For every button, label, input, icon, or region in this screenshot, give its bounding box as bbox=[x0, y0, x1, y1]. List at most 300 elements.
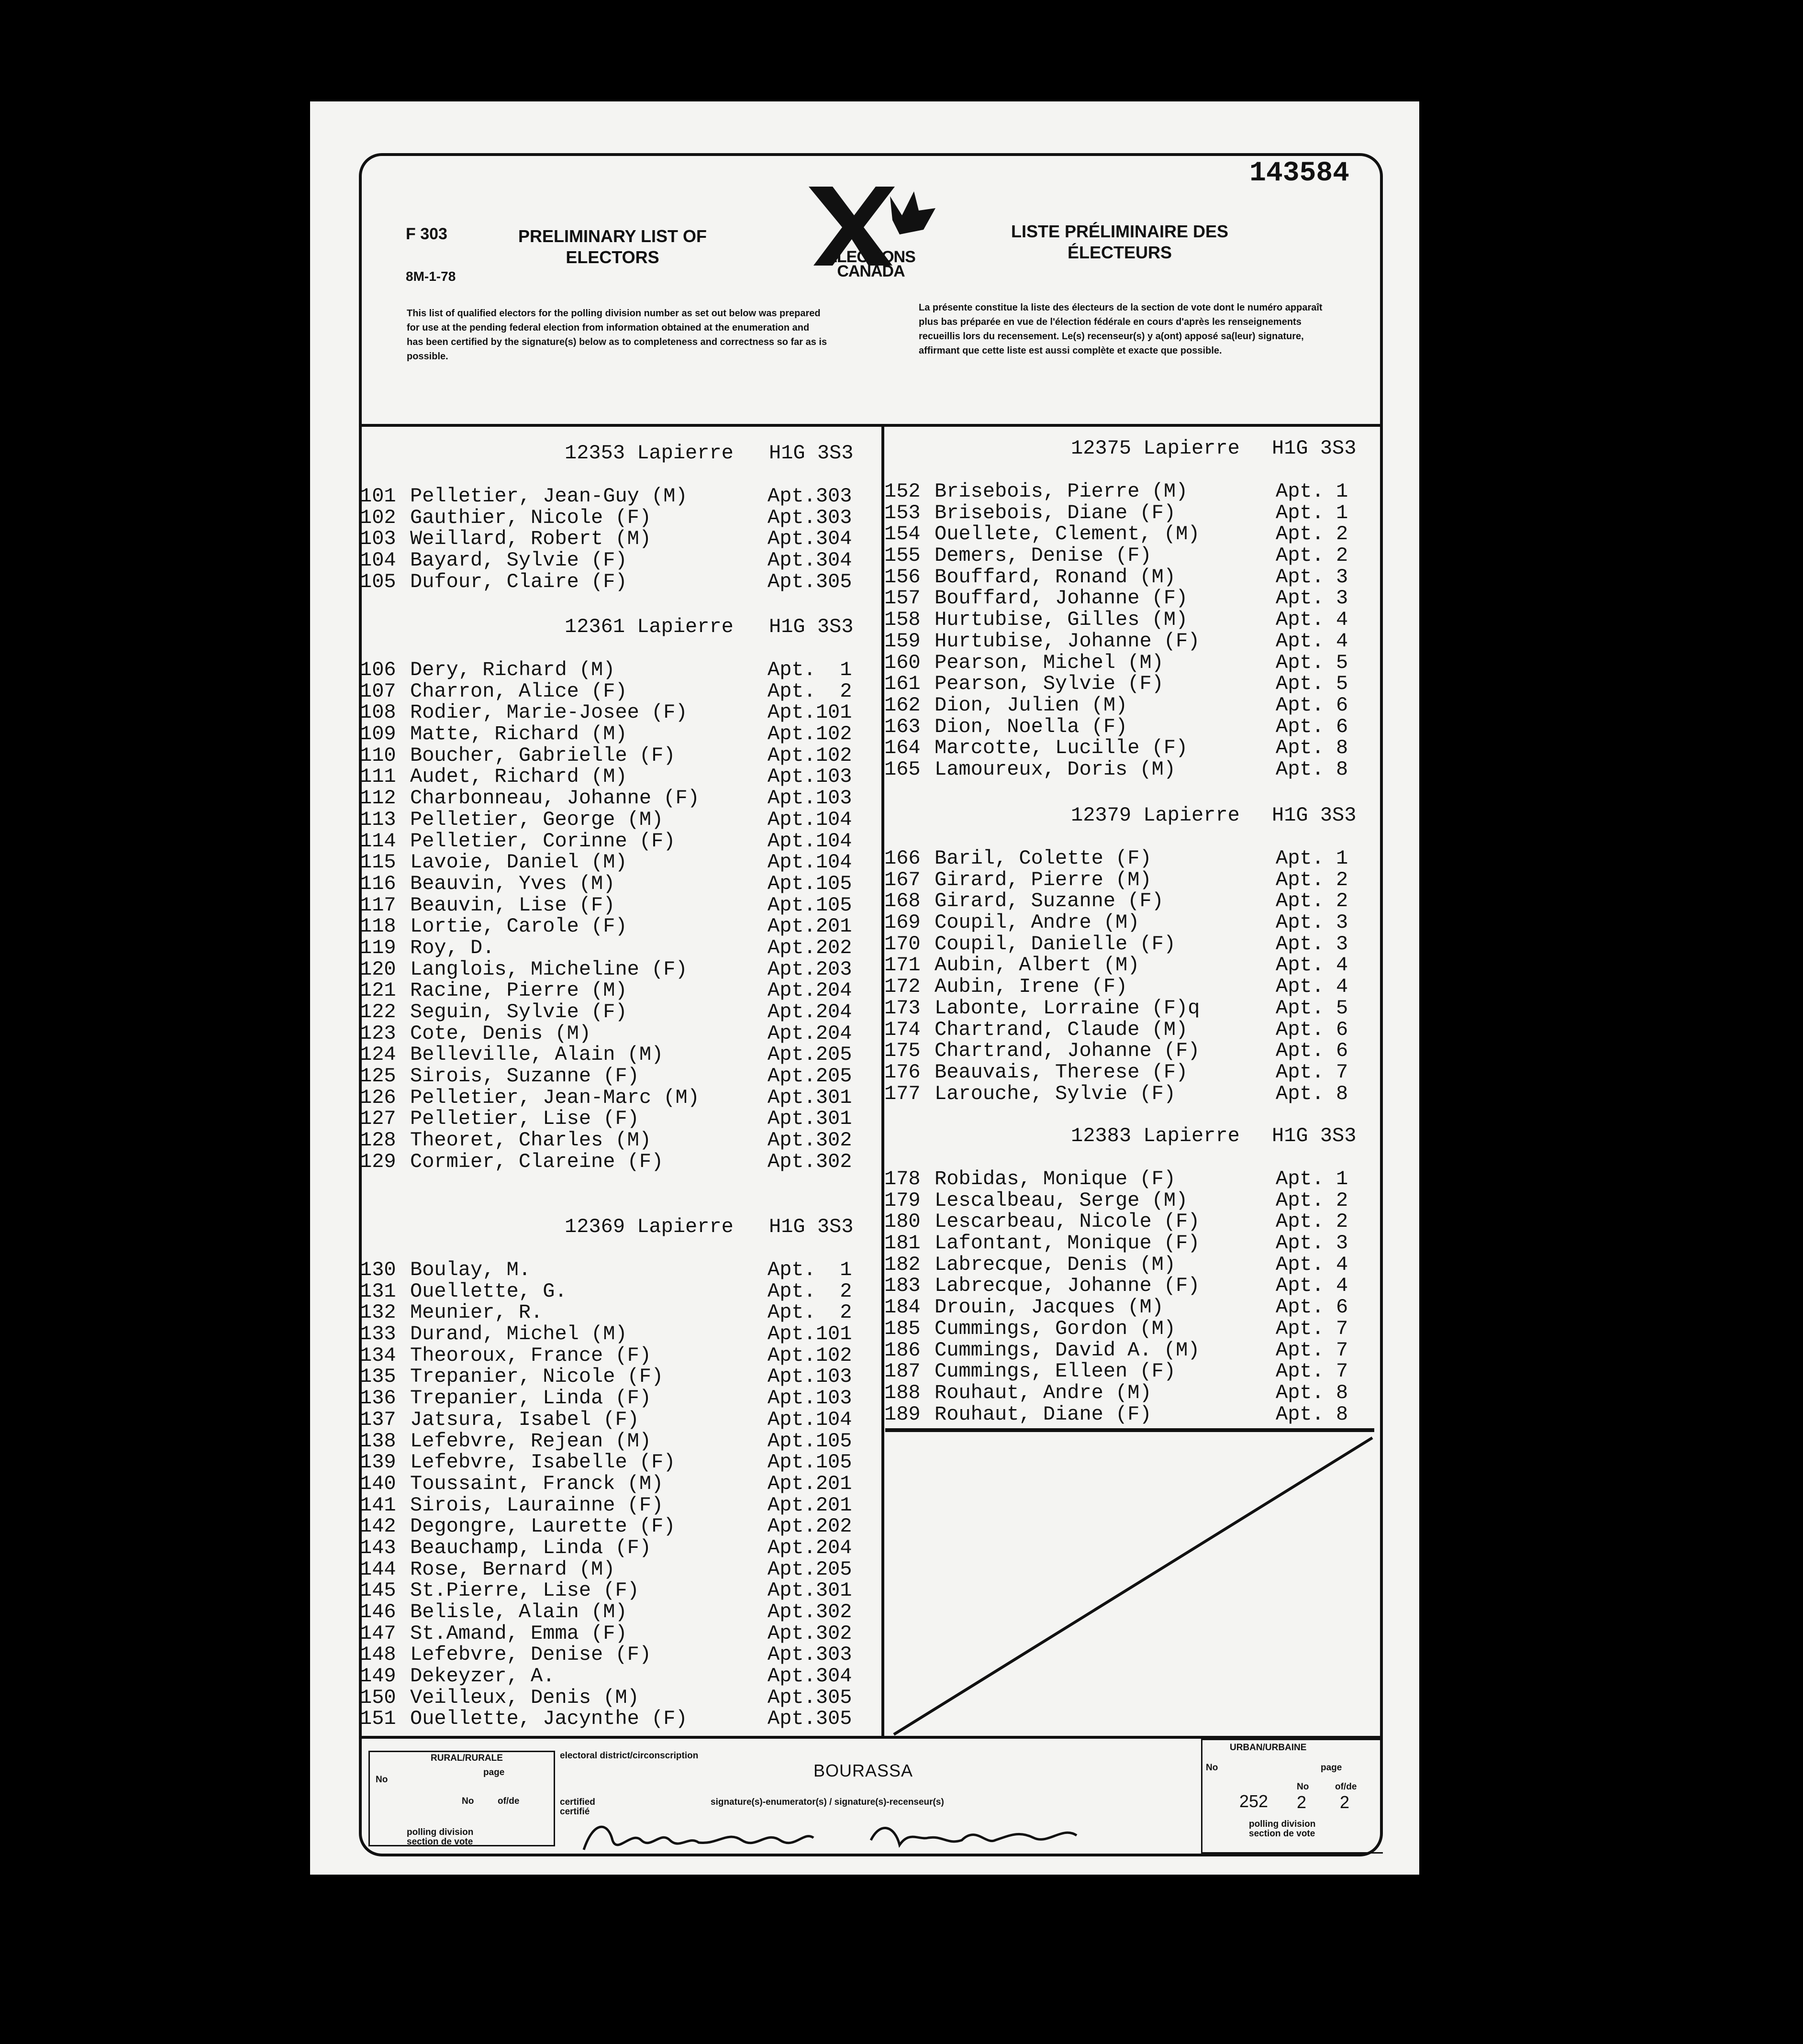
elector-num: 111 bbox=[360, 765, 396, 789]
elector-apt: Apt. 8 bbox=[1276, 757, 1348, 781]
elector-row bbox=[884, 1318, 1382, 1340]
elector-row bbox=[884, 588, 1382, 609]
elector-name: Marcotte, Lucille (F) bbox=[935, 736, 1188, 760]
elector-name: Lefebvre, Isabelle (F) bbox=[410, 1451, 676, 1474]
elector-row bbox=[884, 1382, 1382, 1404]
elector-row bbox=[360, 1580, 881, 1601]
electoral-district: BOURASSA bbox=[813, 1761, 913, 1780]
elector-apt: Apt. 8 bbox=[1276, 736, 1348, 760]
urban-no-label: No bbox=[1206, 1763, 1218, 1773]
spacer bbox=[884, 826, 1382, 848]
elector-row bbox=[884, 1168, 1382, 1190]
rural-of-label: of/de bbox=[498, 1796, 520, 1806]
elector-row bbox=[884, 890, 1382, 912]
elector-name: Chartrand, Johanne (F) bbox=[935, 1039, 1200, 1063]
elector-num: 128 bbox=[360, 1129, 396, 1152]
elector-row bbox=[360, 507, 881, 529]
elector-num: 164 bbox=[884, 736, 921, 760]
elector-row bbox=[360, 681, 881, 702]
elector-apt: Apt.201 bbox=[768, 1472, 852, 1495]
postal-code: H1G 3S3 bbox=[1272, 1124, 1357, 1147]
elector-name: Cummings, Elleen (F) bbox=[935, 1360, 1176, 1383]
elector-num: 178 bbox=[884, 1167, 921, 1190]
elector-row bbox=[360, 831, 881, 852]
elector-name: Beauvin, Lise (F) bbox=[410, 893, 615, 917]
elector-apt: Apt.203 bbox=[768, 957, 852, 981]
elector-name: Sirois, Laurainne (F) bbox=[410, 1493, 664, 1517]
elector-apt: Apt. 2 bbox=[768, 1279, 852, 1303]
elector-name: Lescarbeau, Nicole (F) bbox=[935, 1210, 1200, 1233]
spacer bbox=[884, 1147, 1382, 1168]
elector-apt: Apt. 4 bbox=[1276, 629, 1348, 653]
street-address: 12361 Lapierre bbox=[565, 615, 734, 638]
logo-text: ELECTIONS CANADA bbox=[826, 248, 915, 280]
elector-name: Bouffard, Johanne (F) bbox=[935, 587, 1188, 610]
elector-row bbox=[360, 1409, 881, 1431]
elector-row bbox=[360, 809, 881, 831]
address-group bbox=[884, 1125, 1382, 1425]
elector-row bbox=[884, 759, 1382, 780]
elector-num: 143 bbox=[360, 1536, 396, 1559]
certified-label-en: certified bbox=[560, 1797, 595, 1807]
elector-apt: Apt.205 bbox=[768, 1065, 852, 1088]
elector-name: Audet, Richard (M) bbox=[410, 765, 627, 789]
elector-name: Lafontant, Monique (F) bbox=[935, 1232, 1200, 1255]
elector-row bbox=[360, 1345, 881, 1366]
elector-num: 109 bbox=[360, 722, 396, 746]
elector-name: Hurtubise, Gilles (M) bbox=[935, 608, 1188, 632]
elector-name: Dery, Richard (M) bbox=[410, 658, 615, 681]
elector-num: 112 bbox=[360, 787, 396, 810]
elector-num: 123 bbox=[360, 1022, 396, 1045]
certified-label-fr: certifié bbox=[560, 1807, 590, 1817]
elector-row bbox=[360, 1044, 881, 1066]
elector-name: Gauthier, Nicole (F) bbox=[410, 506, 652, 529]
elector-num: 162 bbox=[884, 693, 921, 717]
elector-row bbox=[884, 1361, 1382, 1382]
address-heading bbox=[884, 805, 1382, 826]
elector-num: 135 bbox=[360, 1365, 396, 1389]
elector-apt: Apt.104 bbox=[768, 851, 852, 874]
elector-row bbox=[884, 523, 1382, 545]
elector-num: 150 bbox=[360, 1686, 396, 1709]
elector-name: Bayard, Sylvie (F) bbox=[410, 549, 627, 572]
elector-num: 113 bbox=[360, 808, 396, 831]
elector-apt: Apt. 8 bbox=[1276, 1402, 1348, 1426]
elector-num: 144 bbox=[360, 1557, 396, 1581]
elector-row bbox=[884, 848, 1382, 869]
elector-apt: Apt.201 bbox=[768, 915, 852, 938]
elector-num: 119 bbox=[360, 936, 396, 959]
elector-apt: Apt. 1 bbox=[1276, 480, 1348, 503]
elector-name: Demers, Denise (F) bbox=[935, 544, 1152, 567]
urban-page-total: 2 bbox=[1340, 1792, 1350, 1812]
elector-row bbox=[884, 631, 1382, 652]
elector-num: 163 bbox=[884, 715, 921, 738]
elector-apt: Apt. 6 bbox=[1276, 715, 1348, 738]
elector-row bbox=[884, 1297, 1382, 1318]
elector-name: Lefebvre, Rejean (M) bbox=[410, 1429, 652, 1453]
elector-apt: Apt. 6 bbox=[1276, 1296, 1348, 1319]
urban-of-label: of/de bbox=[1335, 1782, 1357, 1792]
document-number: 143584 bbox=[1249, 158, 1349, 189]
elector-apt: Apt.304 bbox=[768, 549, 852, 572]
elector-apt: Apt. 5 bbox=[1276, 672, 1348, 696]
elector-name: Pearson, Michel (M) bbox=[935, 651, 1164, 674]
elector-num: 157 bbox=[884, 587, 921, 610]
elector-apt: Apt.305 bbox=[768, 1707, 852, 1731]
elector-row bbox=[884, 955, 1382, 976]
elector-name: Brisebois, Pierre (M) bbox=[935, 480, 1188, 503]
elector-name: Lamoureux, Doris (M) bbox=[935, 757, 1176, 781]
postal-code: H1G 3S3 bbox=[769, 615, 854, 638]
elector-row bbox=[884, 1254, 1382, 1276]
elector-name: Lortie, Carole (F) bbox=[410, 915, 627, 938]
elector-num: 138 bbox=[360, 1429, 396, 1453]
elector-row bbox=[360, 1431, 881, 1452]
elector-apt: Apt.302 bbox=[768, 1150, 852, 1173]
elector-name: Pelletier, Corinne (F) bbox=[410, 829, 676, 853]
elector-row bbox=[360, 1151, 881, 1173]
elector-name: Cummings, David A. (M) bbox=[935, 1338, 1200, 1362]
elector-name: Cote, Denis (M) bbox=[410, 1022, 591, 1045]
elector-row bbox=[884, 1404, 1382, 1425]
street-address: 12369 Lapierre bbox=[565, 1215, 734, 1238]
elector-num: 174 bbox=[884, 1018, 921, 1041]
elector-apt: Apt. 5 bbox=[1276, 996, 1348, 1020]
elector-apt: Apt.105 bbox=[768, 1451, 852, 1474]
elector-row bbox=[884, 1275, 1382, 1297]
elector-name: Aubin, Irene (F) bbox=[935, 975, 1128, 999]
elector-name: Sirois, Suzanne (F) bbox=[410, 1065, 639, 1088]
elector-num: 147 bbox=[360, 1622, 396, 1645]
elector-num: 156 bbox=[884, 565, 921, 589]
elector-num: 133 bbox=[360, 1322, 396, 1346]
elector-name: Dion, Noella (F) bbox=[935, 715, 1128, 738]
urban-polling-label-1: polling division bbox=[1249, 1819, 1316, 1829]
elector-num: 130 bbox=[360, 1258, 396, 1281]
address-heading bbox=[884, 438, 1382, 459]
elector-num: 177 bbox=[884, 1082, 921, 1105]
elector-row bbox=[360, 1323, 881, 1345]
elector-apt: Apt.105 bbox=[768, 1429, 852, 1453]
elector-name: Charron, Alice (F) bbox=[410, 679, 627, 703]
elector-apt: Apt.301 bbox=[768, 1579, 852, 1602]
elector-row bbox=[884, 1062, 1382, 1083]
street-address: 12353 Lapierre bbox=[565, 442, 734, 465]
elector-name: Hurtubise, Johanne (F) bbox=[935, 629, 1200, 653]
rural-polling-label-2: section de vote bbox=[407, 1837, 473, 1847]
elector-name: Jatsura, Isabel (F) bbox=[410, 1408, 639, 1431]
elector-row bbox=[360, 766, 881, 788]
elector-num: 107 bbox=[360, 679, 396, 703]
elector-num: 131 bbox=[360, 1279, 396, 1303]
elector-name: Theoroux, France (F) bbox=[410, 1344, 652, 1367]
elector-row bbox=[360, 550, 881, 571]
elector-row bbox=[360, 702, 881, 723]
elector-row bbox=[360, 723, 881, 745]
elector-name: Aubin, Albert (M) bbox=[935, 954, 1140, 977]
intro-english: This list of qualified electors for the polling division number as set out below was prepared for use at the pending federal election from information obtained at the enumeration and has been certified by the signature(s) below as to completeness and correctness so far as is possible. bbox=[407, 308, 827, 362]
elector-row bbox=[360, 486, 881, 507]
elector-apt: Apt. 2 bbox=[768, 1301, 852, 1324]
elector-row bbox=[360, 1259, 881, 1281]
intro-french: La présente constitue la liste des électeurs de la section de vote dont le numéro apparaît plus bas préparée en vue de l'élection fédérale en cours d'après les renseignements recueillis lors du recensement. Le(s) recenseur(s) y a(ont) apposé sa(leur) signature, affirmant que cette liste est aussi complète et exacte que possible. bbox=[919, 302, 1323, 356]
elector-apt: Apt. 3 bbox=[1276, 587, 1348, 610]
elector-apt: Apt.104 bbox=[768, 829, 852, 853]
elector-num: 166 bbox=[884, 847, 921, 870]
elector-row bbox=[884, 545, 1382, 567]
elector-apt: Apt.301 bbox=[768, 1086, 852, 1109]
elector-name: Charbonneau, Johanne (F) bbox=[410, 787, 700, 810]
elector-apt: Apt. 7 bbox=[1276, 1338, 1348, 1362]
elector-num: 129 bbox=[360, 1150, 396, 1173]
elector-row bbox=[884, 481, 1382, 502]
elector-num: 188 bbox=[884, 1381, 921, 1404]
elector-row bbox=[884, 933, 1382, 955]
elector-num: 158 bbox=[884, 608, 921, 632]
elector-row bbox=[884, 1211, 1382, 1233]
elector-apt: Apt.102 bbox=[768, 1344, 852, 1367]
elector-apt: Apt.103 bbox=[768, 1387, 852, 1410]
cancel-stroke bbox=[884, 1431, 1382, 1742]
elector-num: 183 bbox=[884, 1274, 921, 1298]
elector-apt: Apt. 5 bbox=[1276, 651, 1348, 674]
elector-row bbox=[884, 869, 1382, 891]
address-heading bbox=[360, 443, 881, 464]
elector-name: Pelletier, George (M) bbox=[410, 808, 664, 831]
elector-row bbox=[360, 1281, 881, 1302]
elector-row bbox=[884, 673, 1382, 695]
address-group bbox=[884, 805, 1382, 1104]
elector-row bbox=[360, 1302, 881, 1323]
form-date: 8M-1-78 bbox=[406, 269, 456, 284]
elector-num: 185 bbox=[884, 1317, 921, 1340]
elector-apt: Apt. 8 bbox=[1276, 1381, 1348, 1404]
elector-row bbox=[360, 916, 881, 937]
urban-no-label-2: No bbox=[1297, 1782, 1309, 1792]
elector-apt: Apt.302 bbox=[768, 1622, 852, 1645]
elector-name: Dion, Julien (M) bbox=[935, 693, 1128, 717]
elector-row bbox=[360, 980, 881, 1001]
elector-row bbox=[360, 1366, 881, 1388]
elector-apt: Apt. 2 bbox=[1276, 1189, 1348, 1212]
signature-label: signature(s)-enumerator(s) / signature(s)-recenseur(s) bbox=[711, 1797, 944, 1807]
elector-apt: Apt. 2 bbox=[1276, 889, 1348, 913]
elector-name: Baril, Colette (F) bbox=[935, 847, 1152, 870]
elector-apt: Apt. 4 bbox=[1276, 1274, 1348, 1298]
elector-apt: Apt. 1 bbox=[1276, 501, 1348, 524]
elector-row bbox=[884, 1019, 1382, 1041]
elector-apt: Apt. 7 bbox=[1276, 1060, 1348, 1084]
elector-num: 126 bbox=[360, 1086, 396, 1109]
elector-num: 170 bbox=[884, 932, 921, 955]
elector-row bbox=[360, 1516, 881, 1537]
elector-apt: Apt.105 bbox=[768, 872, 852, 895]
elector-apt: Apt.202 bbox=[768, 1515, 852, 1538]
elector-apt: Apt. 4 bbox=[1276, 975, 1348, 999]
elector-apt: Apt. 3 bbox=[1276, 565, 1348, 589]
header-divider bbox=[359, 424, 1383, 427]
elector-name: Beauchamp, Linda (F) bbox=[410, 1536, 652, 1559]
elector-num: 142 bbox=[360, 1515, 396, 1538]
elector-name: Coupil, Danielle (F) bbox=[935, 932, 1176, 955]
elector-num: 167 bbox=[884, 868, 921, 891]
postal-code: H1G 3S3 bbox=[1272, 804, 1357, 827]
elector-num: 139 bbox=[360, 1451, 396, 1474]
elector-num: 153 bbox=[884, 501, 921, 524]
elector-num: 146 bbox=[360, 1600, 396, 1623]
elector-name: Pelletier, Jean-Marc (M) bbox=[410, 1086, 700, 1109]
rural-no-label: No bbox=[376, 1775, 388, 1785]
elector-row bbox=[884, 567, 1382, 588]
elector-num: 118 bbox=[360, 915, 396, 938]
elector-num: 136 bbox=[360, 1387, 396, 1410]
elector-name: St.Pierre, Lise (F) bbox=[410, 1579, 639, 1602]
elector-num: 160 bbox=[884, 651, 921, 674]
elector-num: 124 bbox=[360, 1043, 396, 1066]
elector-num: 184 bbox=[884, 1296, 921, 1319]
spacer bbox=[360, 464, 881, 486]
elector-name: Ouellette, G. bbox=[410, 1279, 567, 1303]
elector-apt: Apt.204 bbox=[768, 979, 852, 1002]
elector-row bbox=[360, 873, 881, 895]
elector-row bbox=[360, 1559, 881, 1580]
elector-row bbox=[360, 1601, 881, 1623]
street-address: 12379 Lapierre bbox=[1071, 804, 1240, 827]
elector-num: 172 bbox=[884, 975, 921, 999]
elector-row bbox=[884, 912, 1382, 933]
elector-row bbox=[884, 716, 1382, 738]
elector-row bbox=[360, 1708, 881, 1730]
elector-name: Pearson, Sylvie (F) bbox=[935, 672, 1164, 696]
elector-num: 108 bbox=[360, 701, 396, 724]
elector-num: 171 bbox=[884, 954, 921, 977]
rural-no-label-2: No bbox=[462, 1796, 474, 1806]
elector-apt: Apt.305 bbox=[768, 1686, 852, 1709]
urban-page-number: 2 bbox=[1297, 1792, 1307, 1812]
elector-name: Racine, Pierre (M) bbox=[410, 979, 627, 1002]
postal-code: H1G 3S3 bbox=[769, 442, 854, 465]
elector-apt: Apt. 7 bbox=[1276, 1317, 1348, 1340]
elector-apt: Apt. 8 bbox=[1276, 1082, 1348, 1105]
elector-apt: Apt. 1 bbox=[1276, 1167, 1348, 1190]
elector-name: Boulay, M. bbox=[410, 1258, 531, 1281]
elector-apt: Apt.103 bbox=[768, 765, 852, 789]
elector-apt: Apt. 4 bbox=[1276, 608, 1348, 632]
elector-row bbox=[360, 1130, 881, 1151]
elector-row bbox=[360, 1066, 881, 1087]
elector-num: 181 bbox=[884, 1232, 921, 1255]
elector-row bbox=[884, 1190, 1382, 1211]
elector-apt: Apt. 2 bbox=[1276, 868, 1348, 891]
elector-num: 137 bbox=[360, 1408, 396, 1431]
elector-row bbox=[360, 937, 881, 959]
elector-apt: Apt.103 bbox=[768, 1365, 852, 1389]
elector-apt: Apt. 7 bbox=[1276, 1360, 1348, 1383]
district-label: electoral district/circonscription bbox=[560, 1751, 699, 1761]
elector-num: 134 bbox=[360, 1344, 396, 1367]
elector-name: Rouhaut, Diane (F) bbox=[935, 1402, 1152, 1426]
spacer bbox=[884, 459, 1382, 481]
elector-apt: Apt.103 bbox=[768, 787, 852, 810]
elector-apt: Apt. 2 bbox=[1276, 1210, 1348, 1233]
elector-name: Toussaint, Franck (M) bbox=[410, 1472, 664, 1495]
elector-name: Dufour, Claire (F) bbox=[410, 570, 627, 593]
elector-row bbox=[884, 998, 1382, 1019]
elector-num: 154 bbox=[884, 522, 921, 546]
elector-num: 132 bbox=[360, 1301, 396, 1324]
elector-name: St.Amand, Emma (F) bbox=[410, 1622, 627, 1645]
elector-apt: Apt. 4 bbox=[1276, 954, 1348, 977]
elector-num: 169 bbox=[884, 911, 921, 934]
elector-num: 127 bbox=[360, 1107, 396, 1131]
elector-name: Beauvin, Yves (M) bbox=[410, 872, 615, 895]
elector-name: Ouellette, Jacynthe (F) bbox=[410, 1707, 688, 1731]
urban-number: 252 bbox=[1239, 1791, 1269, 1811]
elector-apt: Apt.301 bbox=[768, 1107, 852, 1131]
elector-row bbox=[884, 652, 1382, 674]
elector-num: 122 bbox=[360, 1000, 396, 1023]
address-group bbox=[360, 616, 881, 1173]
elector-row bbox=[884, 1040, 1382, 1062]
elector-apt: Apt.102 bbox=[768, 722, 852, 746]
elector-num: 110 bbox=[360, 744, 396, 767]
elector-num: 175 bbox=[884, 1039, 921, 1063]
elector-name: Rouhaut, Andre (M) bbox=[935, 1381, 1152, 1404]
elector-name: Langlois, Micheline (F) bbox=[410, 957, 688, 981]
elector-row bbox=[360, 571, 881, 593]
elector-name: Meunier, R. bbox=[410, 1301, 543, 1324]
elector-apt: Apt.302 bbox=[768, 1600, 852, 1623]
street-address: 12383 Lapierre bbox=[1071, 1124, 1240, 1147]
elector-num: 187 bbox=[884, 1360, 921, 1383]
elector-num: 186 bbox=[884, 1338, 921, 1362]
elector-apt: Apt. 3 bbox=[1276, 1232, 1348, 1255]
elector-row bbox=[360, 1108, 881, 1130]
elector-name: Bouffard, Ronand (M) bbox=[935, 565, 1176, 589]
elector-apt: Apt.303 bbox=[768, 485, 852, 508]
rural-page-label: page bbox=[483, 1767, 505, 1777]
elector-name: Cormier, Clareine (F) bbox=[410, 1150, 664, 1173]
elector-name: Trepanier, Linda (F) bbox=[410, 1387, 652, 1410]
elector-name: Degongre, Laurette (F) bbox=[410, 1515, 676, 1538]
elector-num: 102 bbox=[360, 506, 396, 529]
elector-apt: Apt.104 bbox=[768, 1408, 852, 1431]
elector-name: Veilleux, Denis (M) bbox=[410, 1686, 639, 1709]
form-id: F 303 bbox=[406, 225, 447, 243]
elector-name: Pelletier, Jean-Guy (M) bbox=[410, 485, 688, 508]
elector-row bbox=[360, 1666, 881, 1687]
elector-name: Chartrand, Claude (M) bbox=[935, 1018, 1188, 1041]
elector-apt: Apt.302 bbox=[768, 1129, 852, 1152]
elector-name: Labrecque, Johanne (F) bbox=[935, 1274, 1200, 1298]
elector-num: 180 bbox=[884, 1210, 921, 1233]
elector-num: 117 bbox=[360, 893, 396, 917]
elector-row bbox=[884, 1233, 1382, 1254]
elector-row bbox=[360, 1087, 881, 1109]
elector-apt: Apt. 1 bbox=[1276, 847, 1348, 870]
elector-num: 159 bbox=[884, 629, 921, 653]
elector-apt: Apt. 2 bbox=[1276, 522, 1348, 546]
elector-num: 165 bbox=[884, 757, 921, 781]
title-french: LISTE PRÉLIMINAIRE DES ÉLECTEURS bbox=[1011, 222, 1229, 262]
elector-name: Drouin, Jacques (M) bbox=[935, 1296, 1164, 1319]
elector-name: Labrecque, Denis (M) bbox=[935, 1253, 1176, 1276]
elector-apt: Apt.204 bbox=[768, 1000, 852, 1023]
elector-name: Lefebvre, Denise (F) bbox=[410, 1643, 652, 1666]
elector-apt: Apt.305 bbox=[768, 570, 852, 593]
